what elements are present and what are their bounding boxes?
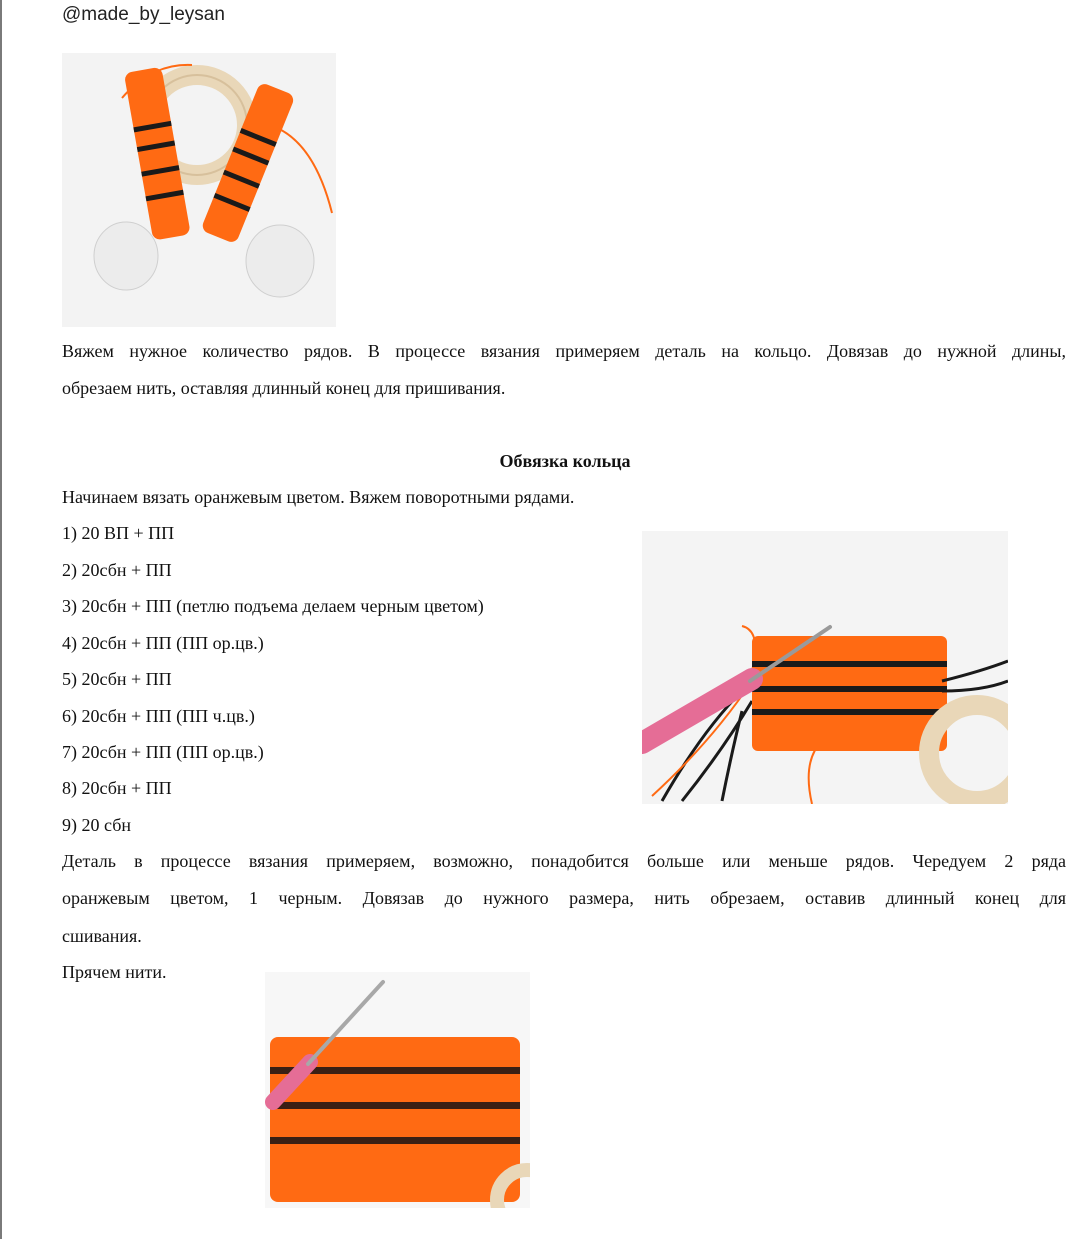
section-lead: Начинаем вязать оранжевым цветом. Вяжем поворотными рядами. [62, 487, 575, 507]
row-step: 4) 20сбн + ПП (ПП ор.цв.) [62, 633, 264, 653]
photo-knitting-progress [642, 531, 1008, 804]
row-step: 9) 20 сбн [62, 815, 131, 835]
row-step: 2) 20сбн + ПП [62, 560, 172, 580]
photo-legs-on-ring [62, 53, 336, 327]
intro-line-1: Вяжем нужное количество рядов. В процессе вязания примеряем деталь на кольцо. Довязав до нужной длины, [62, 341, 1066, 361]
note-line-1: Деталь в процессе вязания примеряем, возможно, понадобится больше или меньше рядов. Чередуем 2 ряда [62, 851, 1066, 871]
row-step: 3) 20сбн + ПП (петлю подъема делаем черным цветом) [62, 596, 484, 616]
finish-line: Прячем нити. [62, 962, 167, 982]
author-handle: @made_by_leysan [62, 4, 225, 25]
page-border [0, 0, 2, 1239]
intro-line-2: обрезаем нить, оставляя длинный конец для пришивания. [62, 378, 506, 398]
row-step: 5) 20сбн + ПП [62, 669, 172, 689]
row-step: 8) 20сбн + ПП [62, 778, 172, 798]
section-title: Обвязка кольца [499, 451, 631, 471]
note-line-3: сшивания. [62, 926, 142, 946]
row-step: 7) 20сбн + ПП (ПП ор.цв.) [62, 742, 264, 762]
photo-finished-strip [265, 972, 530, 1208]
row-step: 6) 20сбн + ПП (ПП ч.цв.) [62, 706, 255, 726]
note-line-2: оранжевым цветом, 1 черным. Довязав до нужного размера, нить обрезаем, оставив длинный конец для [62, 888, 1066, 908]
row-step: 1) 20 ВП + ПП [62, 523, 175, 543]
